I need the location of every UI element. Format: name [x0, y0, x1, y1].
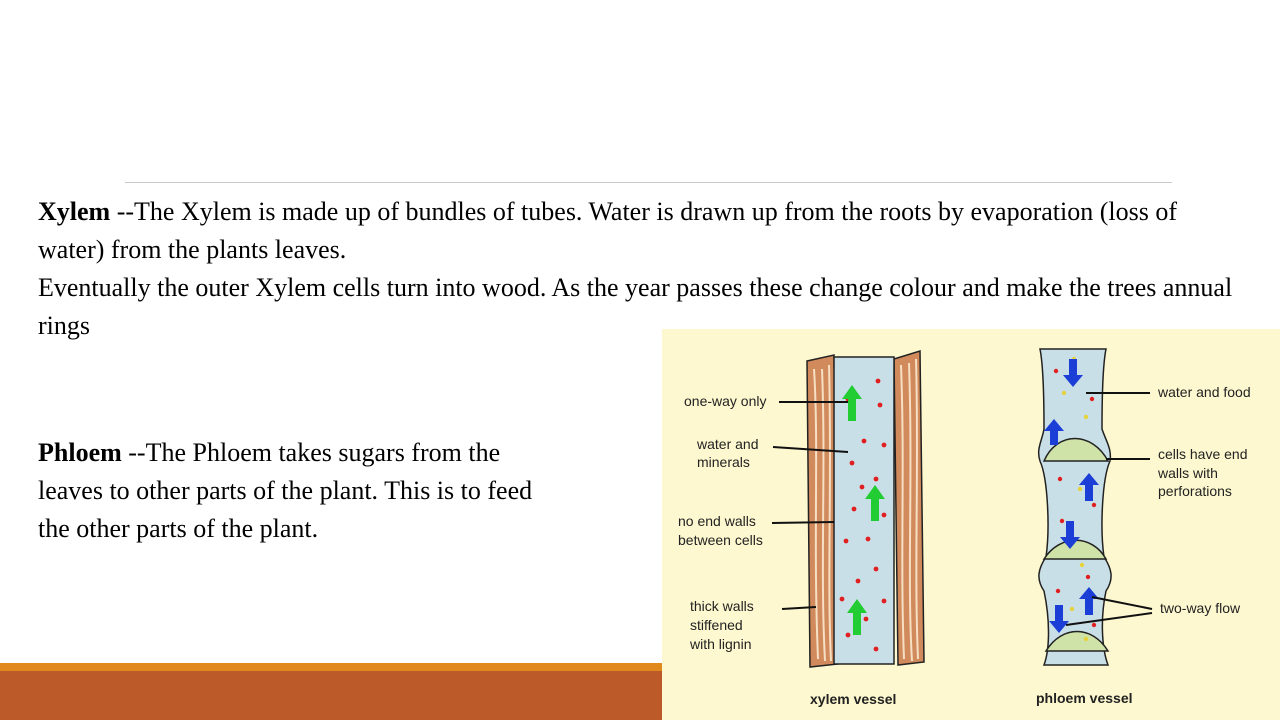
label-thick-walls-1: thick walls	[690, 598, 754, 614]
label-no-end-walls-1: no end walls	[678, 513, 756, 529]
xylem-line-2: Eventually the outer Xylem cells turn into wood. As the year passes these change colour and make the trees annual rings	[38, 273, 1233, 340]
title-divider	[125, 182, 1172, 183]
label-water-minerals-2: minerals	[697, 454, 750, 470]
xylem-paragraph	[38, 193, 1238, 345]
label-thick-walls-2: stiffened	[690, 617, 743, 633]
label-cells-end-1: cells have end	[1158, 446, 1248, 462]
xylem-text-1: --The Xylem is made up of bundles of tubes. Water is drawn up from the roots by evaporation (loss of water) from the plants leaves.	[38, 197, 1178, 264]
xylem-term: Xylem	[38, 197, 111, 226]
phloem-paragraph	[38, 434, 538, 548]
phloem-term: Phloem	[38, 438, 122, 467]
phloem-text: --The Phloem takes sugars from the leaves to other parts of the plant. This is to feed the other parts of the plant.	[38, 438, 533, 543]
phloem-vessel	[1039, 349, 1111, 665]
label-two-way-flow: two-way flow	[1160, 600, 1241, 616]
xylem-line-1	[38, 193, 1238, 269]
caption-xylem-vessel: xylem vessel	[810, 691, 897, 707]
xylem-phloem-diagram	[662, 329, 1280, 720]
phloem-tube	[1039, 349, 1111, 665]
label-no-end-walls-2: between cells	[678, 532, 763, 548]
label-water-and-food: water and food	[1158, 384, 1251, 400]
xylem-vessel	[807, 351, 924, 667]
caption-phloem-vessel: phloem vessel	[1036, 690, 1133, 706]
label-cells-end-2: walls with	[1158, 465, 1218, 481]
label-water-minerals-1: water and	[697, 436, 759, 452]
label-thick-walls-3: with lignin	[690, 636, 752, 652]
phloem-line	[38, 434, 538, 548]
label-one-way-only: one-way only	[684, 393, 767, 409]
label-cells-end-3: perforations	[1158, 483, 1232, 499]
